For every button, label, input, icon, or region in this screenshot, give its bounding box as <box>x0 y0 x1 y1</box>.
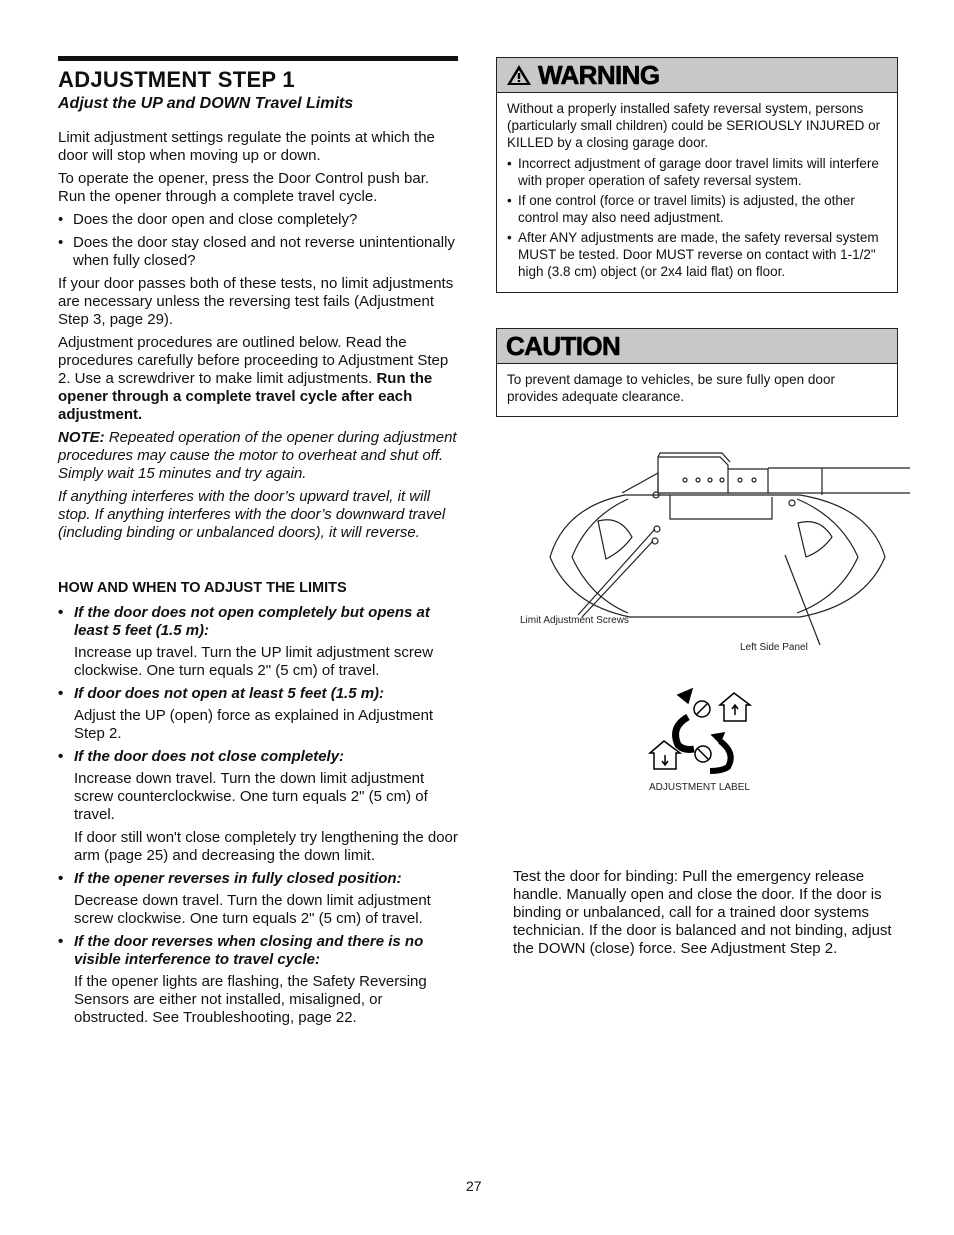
caution-box <box>496 328 898 417</box>
warning-item: • After ANY adjustments are made, the safety reversal system MUST be tested. Door MUST reverse on contact with 1-1/2" high (3.8 cm) object (or 2x4 laid flat) on floor. <box>507 229 887 280</box>
note-text: Repeated operation of the opener during adjustment procedures may cause the motor to overheat and shut off. Simply wait 15 minutes and try again. <box>58 429 457 482</box>
counterclockwise-arrow-icon <box>676 717 694 750</box>
question-list <box>58 211 458 270</box>
warning-triangle-icon <box>506 64 532 86</box>
question-item: • Does the door stay closed and not reverse unintentionally when fully closed? <box>58 234 458 270</box>
adjustment-label-icons <box>650 689 750 771</box>
caution-text: To prevent damage to vehicles, be sure fully open door provides adequate clearance. <box>507 372 835 404</box>
interference-paragraph: If anything interferes with the door’s upward travel, it will stop. If anything interferes with the door’s downward travel (including binding or unbalanced doors), it will reverse. <box>58 488 446 541</box>
question-item: • Does the door open and close completely? <box>58 211 458 229</box>
pass-paragraph: If your door passes both of these tests, no limit adjustments are necessary unless the reversing test fails (Adjustment Step 3, page 29). <box>58 275 454 328</box>
warning-title: WARNING <box>538 59 660 90</box>
condition-heading: • If the door does not open completely but opens at least 5 feet (1.5 m): <box>58 604 458 640</box>
warning-body <box>497 93 897 293</box>
condition-heading: • If the door reverses when closing and there is no visible interference to travel cycle: <box>58 933 458 969</box>
opener-figure <box>510 445 915 805</box>
condition-heading: • If door does not open at least 5 feet (1.5 m): <box>58 685 458 703</box>
label-adjustment: ADJUSTMENT LABEL <box>649 782 750 793</box>
warning-item: • Incorrect adjustment of garage door travel limits will interfere with proper operation of safety reversal system. <box>507 155 887 189</box>
warning-item: • If one control (force or travel limits) is adjusted, the other control may also need adjustment. <box>507 192 887 226</box>
condition-text: Increase down travel. Turn the down limit adjustment screw counterclockwise. One turn equals 2" (5 cm) of travel. <box>74 770 428 823</box>
heading-rule <box>58 56 458 61</box>
binding-paragraph: Test the door for binding: Pull the emergency release handle. Manually open and close the door. If the door is binding or unbalanced, call for a trained door systems technician. If the door is balanced and not binding, adjust the DOWN (close) force. See Adjustment Step 2. <box>513 868 892 957</box>
condition-text: If the opener lights are flashing, the Safety Reversing Sensors are either not installed, misaligned, or obstructed. See Troubleshooting, page 22. <box>74 973 427 1026</box>
intro-paragraph: To operate the opener, press the Door Control push bar. Run the opener through a complete travel cycle. <box>58 170 430 205</box>
how-when-heading: HOW AND WHEN TO ADJUST THE LIMITS <box>58 580 347 596</box>
condition-text: Increase up travel. Turn the UP limit adjustment screw clockwise. One turn equals 2" (5 cm) of travel. <box>74 644 434 679</box>
clockwise-arrow-icon <box>710 741 731 771</box>
page-heading: ADJUSTMENT STEP 1 <box>58 67 295 92</box>
warning-intro: Without a properly installed safety reversal system, persons (particularly small children) could be SERIOUSLY INJURED or KILLED by a closing garage door. <box>507 101 881 150</box>
note-paragraph <box>58 429 458 483</box>
condition-heading: • If the door does not close completely: <box>58 748 458 766</box>
caution-header <box>497 329 897 364</box>
warning-list <box>507 155 887 280</box>
note-label: NOTE: <box>58 429 105 446</box>
page-subheading: Adjust the UP and DOWN Travel Limits <box>58 95 354 112</box>
procedure-paragraph <box>58 334 458 424</box>
condition-text: Decrease down travel. Turn the down limit adjustment screw clockwise. One turn equals 2" (5 cm) of travel. <box>74 892 431 927</box>
label-limit-screws: Limit Adjustment Screws <box>520 615 629 626</box>
left-column <box>58 56 458 1032</box>
caution-body <box>497 364 897 419</box>
warning-box <box>496 57 898 293</box>
condition-heading: • If the opener reverses in fully closed position: <box>58 870 458 888</box>
procedure-bold-text: Run the opener through a complete travel cycle after each adjustment. <box>58 370 433 423</box>
condition-text: Adjust the UP (open) force as explained in Adjustment Step 2. <box>74 707 434 742</box>
condition-text: If door still won't close completely try lengthening the door arm (page 25) and decreasing the down limit. <box>74 829 458 864</box>
warning-header <box>497 58 897 93</box>
page-number: 27 <box>466 1178 482 1194</box>
intro-paragraph: Limit adjustment settings regulate the points at which the door will stop when moving up or down. <box>58 129 435 164</box>
label-left-side-panel: Left Side Panel <box>740 642 808 653</box>
procedure-text: Adjustment procedures are outlined below. Read the procedures carefully before proceeding to Adjustment Step 2. Use a screwdriver to make limit adjustments. <box>58 334 449 387</box>
caution-title: CAUTION <box>506 330 621 361</box>
